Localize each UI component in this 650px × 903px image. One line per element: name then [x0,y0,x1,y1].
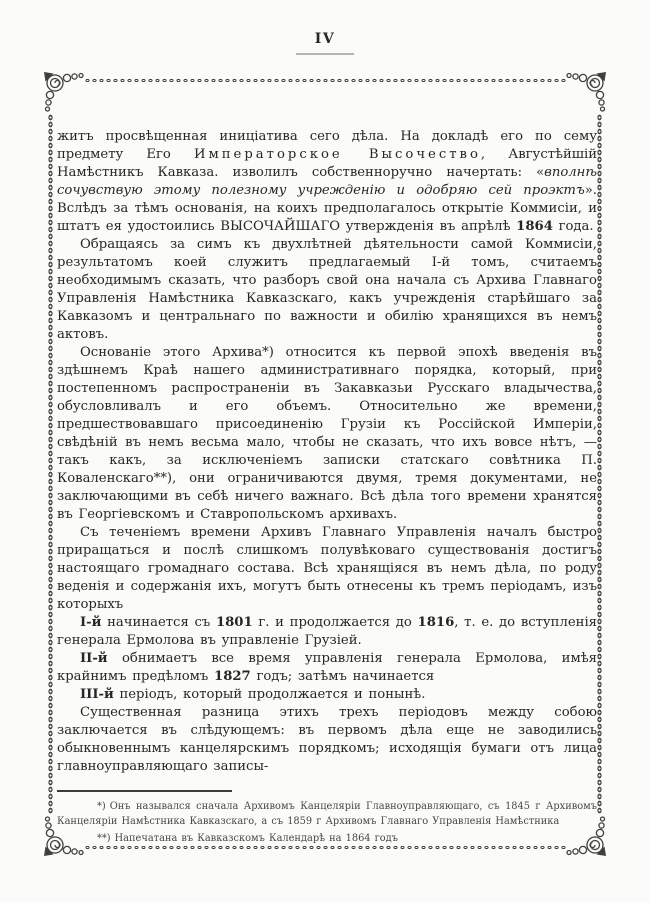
text-segment: вполнѣ сочувствую этому полезному учрежденію и одобряю сей проэктъ [57,165,597,198]
text-segment: 1827 [214,669,251,684]
text-segment: ». Вслѣдъ за тѣмъ основанія, на коихъ предполагалось открытіе Коммисіи, и штатъ ея удостоились ВЫСОЧАЙШАГО утвержденія въ апрѣлѣ [57,183,597,234]
decorative-frame [48,78,602,850]
text-segment: , Августѣйшій Намѣстникъ Кавказа. изволилъ собственноручно начертать: « [57,147,598,180]
text-segment: 1816 [417,615,455,630]
paragraph [57,614,597,650]
footnote-separator [57,790,232,792]
paragraph [57,128,597,236]
text-segment: житъ просвѣщенная иниціатива сего дѣла. На докладѣ его по сему предмету Его [57,129,597,162]
paragraph [57,686,597,704]
footnote [57,832,597,847]
corner-flourish-icon [562,70,608,116]
text-segment: Существенная разница этихъ трехъ періодовъ между собою заключается въ слѣдующемъ: въ первомъ дѣла еще не заводились обыкновеннымъ канцелярскимъ порядкомъ; исходящія бумаги отъ лица главноуправляющаго записы- [57,705,597,774]
paragraph [57,344,597,524]
footnote-marker: *) [97,801,106,812]
frame-edge-left [48,114,53,814]
frame-edge-right [597,114,602,814]
page-number-rule-ornament [296,53,354,55]
footnotes [57,800,597,847]
text-segment: Обращаясь за симъ къ двухлѣтней дѣятельности самой Коммисіи, результатомъ коей служитъ предлагаемый I-й томъ, считаемъ необходимымъ сказать, что разборъ свой она начала съ Архива Главнаго Управленія Намѣстника Кавказскаго, какъ учрежденія старѣйшаго за Кавказомъ и центральнаго по важности и обилію хранящихся въ немъ актовъ. [57,237,597,342]
footnote [57,800,597,829]
text-segment: г. и продолжается до [252,615,418,630]
page-number: IV [314,31,336,47]
text-segment: II-й [80,651,108,666]
text-segment: III-й [80,687,114,702]
text-segment: 1801 [215,615,253,630]
frame-edge-top [84,78,566,83]
text-segment: I-й [80,615,102,630]
text-segment: періодъ, который продолжается и понынѣ. [113,687,426,702]
footnote-text: Напечатана въ Кавказскомъ Календарѣ на 1864 годъ [114,833,398,844]
paragraph [57,524,597,614]
footnote-text: Онъ назывался сначала Архивомъ Канцеляріи Главноуправляющаго, съ 1845 г Архивомъ Канцеляріи Намѣстника Кавказскаго, а съ 1859 г Архивомъ Главнаго Управленія Намѣстника [57,801,597,827]
text-segment: , т. е. до вступленія генерала Ермолова въ управленіе Грузіей. [57,615,597,648]
text-block [57,128,597,847]
body-text [57,128,597,776]
text-segment: Основаніе этого Архива*) относится къ первой эпохѣ введенія въ здѣшнемъ Краѣ нашего административнаго порядка, который, при постепенномъ распространеніи въ Закавказьи Русскаго владычества, обусловливалъ и его объемъ. Относительно же времени, предшествовавшаго присоединенію Грузіи къ Россійской Имперіи, свѣдѣній въ немъ весьма мало, чтобы не сказать, что ихъ вовсе нѣтъ, — такъ какъ, за исключеніемъ записки статскаго совѣтника П. Коваленскаго**), они ограничиваются двумя, тремя документами, не заключающими въ себѣ ничего важнаго. Всѣ дѣла того времени хранятся въ Георгіевскомъ и Ставропольскомъ архивахъ. [57,345,597,522]
paragraph [57,236,597,344]
text-segment: годъ; затѣмъ начинается [250,669,435,684]
corner-flourish-icon [42,70,88,116]
text-segment: обнимаетъ все время управленія генерала Ермолова, имѣя крайнимъ предѣломъ [57,651,597,684]
text-segment: начинается съ [101,615,216,630]
paragraph [57,650,597,686]
footnote-marker: **) [97,833,111,844]
text-segment: Съ теченіемъ времени Архивъ Главнаго Управленія началъ быстро приращаться и послѣ слишкомъ полувѣковаго существованія достигъ настоящаго громаднаго состава. Всѣ хранящіяся въ немъ дѣла, по роду веденія и содержанія ихъ, могутъ быть отнесены къ тремъ періодамъ, изъ которыхъ [57,525,597,612]
text-segment: 1864 [516,219,553,234]
paragraph [57,704,597,776]
text-segment: Императорское Высочество [194,147,481,162]
text-segment: года. [552,219,594,234]
